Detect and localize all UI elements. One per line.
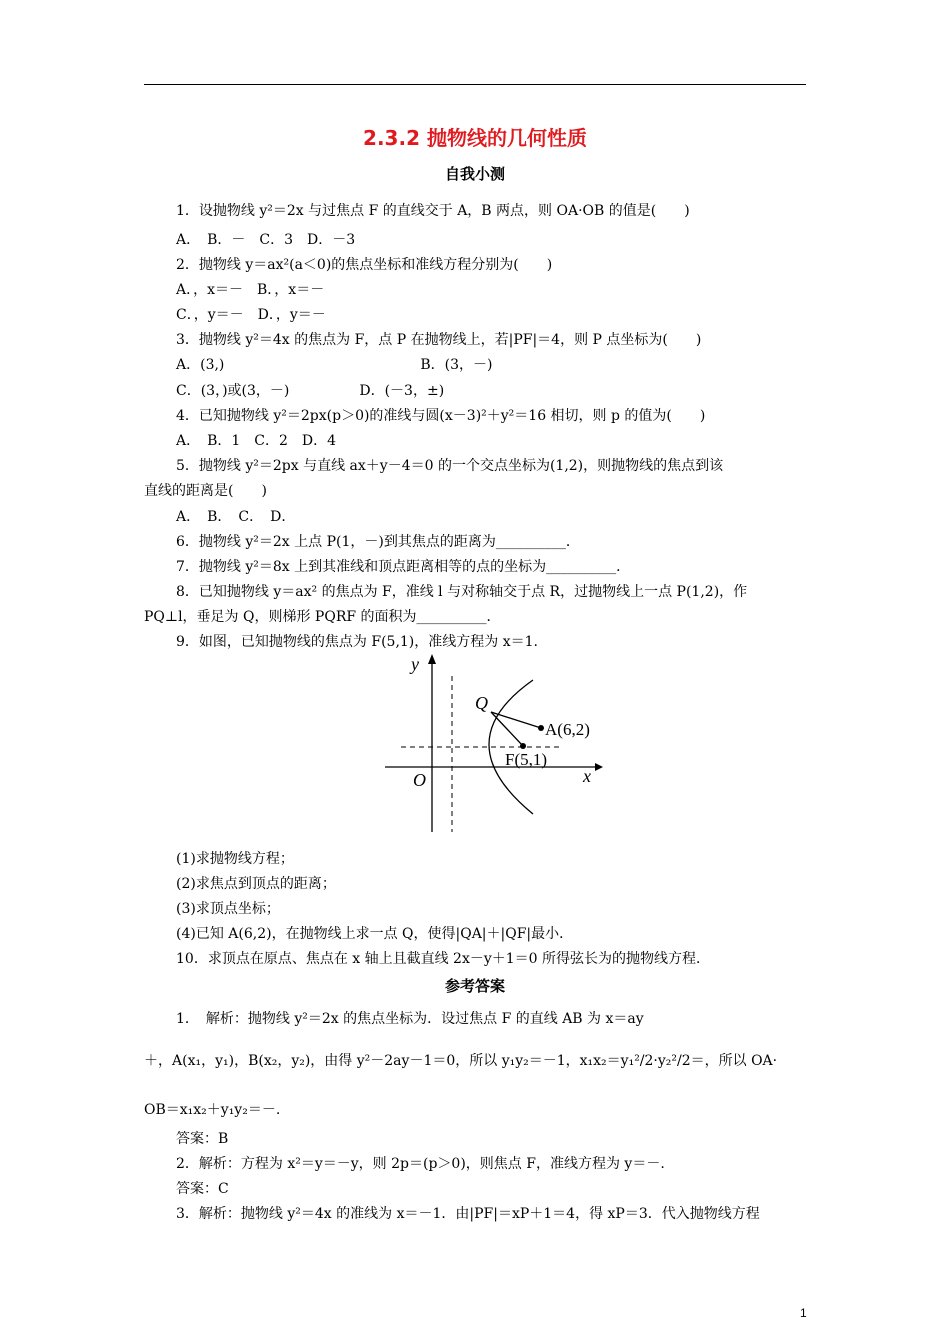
label-f: F(5,1) (505, 750, 548, 769)
question-7: 7．抛物线 y²＝8x 上到其准线和顶点距离相等的点的坐标为__________． (176, 559, 631, 575)
point-a (538, 725, 544, 731)
label-x: x (583, 766, 591, 786)
answer-2: 2．解析：方程为 x²＝y＝－y，则 2p＝(p＞0)，则焦点 F，准线方程为 y＝－. (176, 1156, 665, 1172)
answer-1-cont: ＋，A(x₁，y₁)，B(x₂，y₂)，由得 y²－2ay－1＝0，所以 y₁y₂＝－1，x₁x₂＝y₁²/2·y₂²/2＝，所以 OA· (144, 1053, 778, 1069)
label-origin: O (413, 770, 426, 790)
question-3: 3．抛物线 y²＝4x 的焦点为 F，点 P 在抛物线上，若|PF|＝4，则 P 点坐标为( ) (176, 332, 702, 348)
page-title: 2.3.2 抛物线的几何性质 (363, 126, 587, 150)
x-axis-arrow (595, 763, 603, 771)
question-5-cont: 直线的距离是( ) (144, 483, 267, 499)
label-y: y (411, 654, 419, 674)
question-1-options: A． B．－ C．3 D．－3 (176, 232, 356, 248)
answer-1-result: OB＝x₁x₂＋y₁y₂＝－. (144, 1102, 281, 1118)
question-2-options-cd: C．，y＝－ D．，y＝－ (176, 307, 326, 323)
question-10: 10．求顶点在原点、焦点在 x 轴上且截直线 2x－y＋1＝0 所得弦长为的抛物线方程． (176, 951, 711, 967)
answer-1-choice: 答案：B (176, 1131, 229, 1147)
question-9-part-4: (4)已知 A(6,2)，在抛物线上求一点 Q，使得|QA|＋|QF|最小． (176, 926, 574, 942)
question-2-options-ab: A．，x＝－ B．，x＝－ (176, 282, 325, 298)
page-number: 1 (800, 1306, 807, 1320)
answer-3: 3．解析：抛物线 y²＝4x 的准线为 x＝－1．由|PF|＝xP＋1＝4，得 xP＝3．代入抛物线方程 (176, 1206, 760, 1222)
question-8-cont: PQ⊥l，垂足为 Q，则梯形 PQRF 的面积为__________． (144, 609, 501, 625)
question-5: 5．抛物线 y²＝2px 与直线 ax＋y－4＝0 的一个交点坐标为(1,2)，则抛物线的焦点到该 (176, 458, 724, 474)
question-4: 4．已知抛物线 y²＝2px(p＞0)的准线与圆(x－3)²＋y²＝16 相切，则 p 的值为( ) (176, 408, 706, 424)
question-3-options-cd: C．(3，)或(3，－) D．(－3，±) (176, 383, 445, 399)
answer-1: 1． 解析：抛物线 y²＝2x 的焦点坐标为．设过焦点 F 的直线 AB 为 x＝ay (176, 1011, 644, 1027)
y-axis-arrow (428, 654, 436, 664)
question-8: 8．已知抛物线 y＝ax² 的焦点为 F，准线 l 与对称轴交于点 R，过抛物线上一点 P(1,2)，作 (176, 584, 748, 600)
question-3-options-ab: A．(3,) B．(3，－) (176, 357, 493, 373)
question-9-part-3: (3)求顶点坐标； (176, 901, 280, 917)
parabola-figure (383, 652, 603, 837)
question-4-options: A． B．1 C．2 D．4 (176, 433, 337, 449)
section-heading-answers: 参考答案 (444, 977, 505, 995)
question-9: 9．如图，已知抛物线的焦点为 F(5,1)，准线方程为 x＝1. (176, 634, 538, 650)
label-a: A(6,2) (545, 720, 590, 739)
header-rule (144, 84, 806, 85)
question-2: 2．抛物线 y＝ax²(a＜0)的焦点坐标和准线方程分别为( ) (176, 257, 553, 273)
label-q: Q (475, 693, 488, 713)
question-1: 1．设抛物线 y²＝2x 与过焦点 F 的直线交于 A，B 两点，则 OA·OB 的值是( ) (176, 203, 690, 219)
question-6: 6．抛物线 y²＝2x 上点 P(1，－)到其焦点的距离为__________． (176, 534, 580, 550)
section-heading-self-test: 自我小测 (444, 165, 505, 183)
question-5-options: A． B． C． D． (176, 509, 296, 525)
question-9-part-1: (1)求抛物线方程； (176, 851, 294, 867)
answer-2-choice: 答案：C (176, 1181, 229, 1197)
question-9-part-2: (2)求焦点到顶点的距离； (176, 876, 336, 892)
point-f (520, 743, 526, 749)
